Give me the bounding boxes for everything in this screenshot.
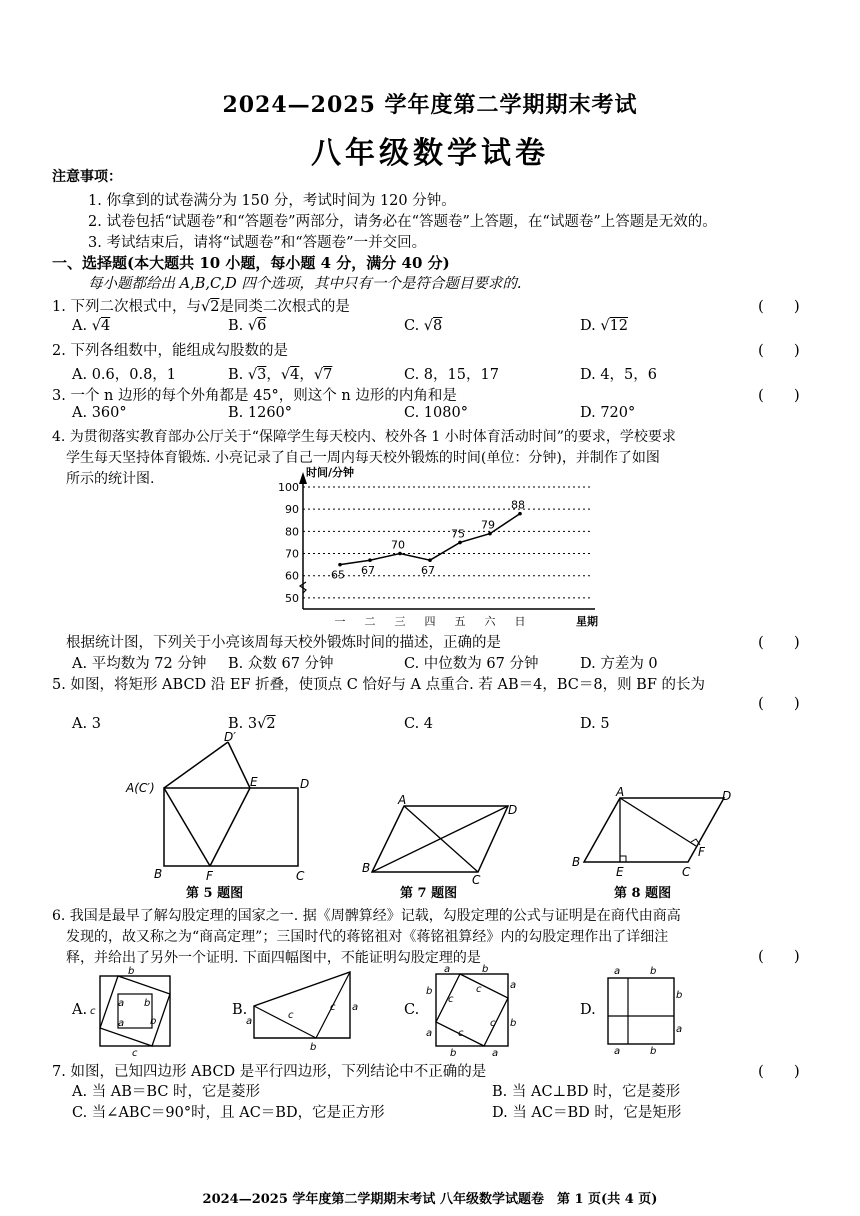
q6-figure-a: [88, 966, 178, 1059]
svg-text:c: c: [132, 1048, 138, 1059]
label: B: [362, 861, 371, 875]
fig8-caption: 第 8 题图: [614, 886, 672, 901]
q3-option-b: B. 1260°: [228, 405, 293, 421]
q2-option-b: B. √3，√4，√7: [228, 367, 333, 383]
label: E: [616, 865, 624, 879]
q1-option-c: C. √8: [404, 318, 443, 334]
x-tick-label: 五: [454, 615, 466, 628]
data-point: [458, 541, 462, 545]
svg-text:a: a: [246, 1016, 253, 1027]
q2-option-a: A. 0.6，0.8，1: [72, 367, 177, 383]
data-point: [518, 512, 522, 516]
y-tick-label: 70: [285, 547, 299, 561]
q4-option-b: B. 众数 67 分钟: [228, 656, 334, 672]
svg-text:c: c: [448, 994, 454, 1005]
page-footer: 2024—2025 学年度第二学期期末考试 八年级数学试题卷 第 1 页(共 4 页): [202, 1192, 658, 1207]
label: A: [398, 793, 407, 807]
q6-option-d-label: D.: [580, 1002, 596, 1018]
label: D: [508, 803, 518, 817]
y-tick-label: 60: [285, 569, 299, 583]
x-tick-label: 日: [514, 615, 526, 628]
svg-text:b: b: [482, 964, 489, 975]
figure-8: [560, 780, 740, 890]
q6-option-b-label: B.: [232, 1002, 248, 1018]
fig5-caption: 第 5 题图: [186, 886, 244, 901]
svg-text:c: c: [476, 984, 482, 995]
q5-stem: 5. 如图，将矩形 ABCD 沿 EF 折叠，使顶点 C 恰好与 A 点重合. 若 AB＝4，BC＝8，则 BF 的长为: [52, 677, 705, 693]
q6-figure-b: [246, 966, 366, 1054]
svg-text:a: a: [118, 1018, 125, 1029]
altitude-af: [620, 798, 696, 846]
q4-question: 根据统计图，下列关于小亮该周每天校外锻炼时间的描述，正确的是: [66, 635, 501, 651]
chart-points: [331, 499, 525, 582]
note-item: 2. 试卷包括“试题卷”和“答题卷”两部分，请务必在“答题卷”上答题，在“试题卷”上答题是无效的。: [88, 214, 717, 230]
x-tick-label: 六: [484, 615, 496, 628]
svg-text:a: a: [118, 998, 125, 1009]
svg-text:a: a: [614, 1046, 621, 1057]
exam-subtitle: 八年级数学试卷: [311, 136, 549, 171]
svg-text:b: b: [650, 1046, 657, 1057]
q4-option-a: A. 平均数为 72 分钟: [72, 656, 207, 672]
fig7-caption: 第 7 题图: [400, 886, 458, 901]
line-chart: [270, 462, 610, 637]
chart-grid: [303, 487, 590, 598]
data-point: [338, 563, 342, 567]
label: B: [154, 867, 163, 881]
label: D′: [224, 730, 236, 744]
x-tick-label: 二: [364, 615, 376, 628]
fold-line-ef: [210, 788, 250, 866]
q4-stem-line: 学生每天坚持体育锻炼. 小亮记录了自己一周内每天校外锻炼的时间(单位：分钟)，并制作了如图: [66, 450, 660, 466]
notes-heading: 注意事项：: [52, 169, 122, 185]
q4-option-d: D. 方差为 0: [580, 656, 658, 672]
data-label: 79: [481, 518, 495, 532]
y-tick-label: 90: [285, 503, 299, 517]
x-tick-label: 一: [334, 615, 346, 628]
label: A: [616, 785, 625, 799]
svg-text:b: b: [676, 990, 683, 1001]
figure-7: [360, 790, 530, 890]
y-axis-label: 时间/分钟: [306, 466, 355, 479]
svg-text:a: a: [352, 1002, 359, 1013]
label: D: [300, 777, 310, 791]
q4-stem-line: 所示的统计图.: [66, 471, 155, 487]
svg-text:a: a: [492, 1048, 499, 1059]
label: F: [698, 845, 705, 859]
svg-text:a: a: [444, 964, 451, 975]
label: C: [472, 873, 481, 887]
q3-option-a: A. 360°: [72, 405, 127, 421]
svg-text:c: c: [330, 1002, 336, 1013]
q5-option-a: A. 3: [72, 716, 101, 732]
svg-text:c: c: [90, 1006, 96, 1017]
y-tick-label: 50: [285, 591, 299, 605]
data-label: 88: [511, 498, 525, 512]
data-label: 67: [361, 564, 375, 578]
q3-stem: 3. 一个 n 边形的每个外角都是 45°，则这个 n 边形的内角和是: [52, 388, 457, 404]
q6-stem-line: 发现的，故又称之为“商高定理”；三国时代的蒋铭祖对《蒋铭祖算经》内的勾股定理作出了详细注: [66, 929, 669, 945]
answer-paren: ( ): [758, 386, 800, 404]
y-tick-label: 80: [285, 525, 299, 539]
svg-text:b: b: [510, 1018, 517, 1029]
q2-option-d: D. 4，5，6: [580, 367, 658, 383]
svg-text:b: b: [650, 966, 657, 977]
right-angle-mark: [620, 856, 626, 862]
svg-text:a: a: [510, 980, 517, 991]
label: D: [722, 789, 732, 803]
diagonal-bd: [372, 806, 508, 872]
label: F: [206, 869, 213, 883]
q6-option-c-label: C.: [404, 1002, 420, 1018]
data-point: [398, 552, 402, 556]
q7-option-b: B. 当 AC⊥BD 时，它是菱形: [492, 1084, 681, 1100]
svg-text:c: c: [490, 1018, 496, 1029]
data-label: 65: [331, 568, 345, 582]
data-label: 67: [421, 564, 435, 578]
q1-option-a: A. √4: [72, 318, 111, 334]
data-point: [488, 532, 492, 536]
note-item: 1. 你拿到的试卷满分为 150 分，考试时间为 120 分钟。: [88, 193, 456, 209]
segment-af: [164, 788, 210, 866]
q4-stem-line: 4. 为贯彻落实教育部办公厅关于“保障学生每天校内、校外各 1 小时体育活动时间”的要求，学校要求: [52, 429, 676, 445]
q6-stem-line: 释，并给出了另外一个证明. 下面四幅图中，不能证明勾股定理的是: [66, 950, 481, 966]
q3-option-d: D. 720°: [580, 405, 636, 421]
q6-stem-line: 6. 我国是最早了解勾股定理的国家之一. 据《周髀算经》记载，勾股定理的公式与证明是在商代由商高: [52, 908, 681, 924]
fold-edge: [228, 742, 250, 788]
fold-edge: [164, 742, 228, 788]
svg-text:b: b: [450, 1048, 457, 1059]
exam-title: 2024—2025 学年度第二学期期末考试: [222, 92, 638, 118]
svg-text:b: b: [128, 966, 135, 977]
answer-paren: ( ): [758, 947, 800, 965]
q6-figure-d: [596, 964, 696, 1056]
q6-option-a-label: A.: [72, 1002, 88, 1018]
q7-option-a: A. 当 AB＝BC 时，它是菱形: [72, 1084, 261, 1100]
label: C: [296, 869, 305, 883]
data-point: [428, 558, 432, 562]
q7-option-d: D. 当 AC＝BD 时，它是矩形: [492, 1105, 682, 1121]
y-tick-label: 100: [278, 481, 299, 494]
data-label: 70: [391, 538, 405, 552]
q6-figure-c: [420, 964, 520, 1059]
q3-option-c: C. 1080°: [404, 405, 468, 421]
svg-text:b: b: [426, 986, 433, 997]
q4-option-c: C. 中位数为 67 分钟: [404, 656, 539, 672]
q1-option-b: B. √6: [228, 318, 267, 334]
rect-abcd: [164, 788, 298, 866]
x-tick-label: 四: [424, 615, 436, 628]
q1-stem: 1. 下列二次根式中，与√2是同类二次根式的是: [52, 299, 350, 315]
q7-option-c: C. 当∠ABC＝90°时，且 AC＝BD，它是正方形: [72, 1105, 385, 1121]
q5-option-d: D. 5: [580, 716, 610, 732]
svg-text:b: b: [144, 998, 151, 1009]
answer-paren: ( ): [758, 1062, 800, 1080]
label: B: [572, 855, 581, 869]
label: E: [250, 775, 258, 789]
q5-option-b: B. 3√2: [228, 716, 276, 732]
data-label: 75: [451, 527, 465, 541]
figure-5: [120, 732, 320, 902]
section-instruction: 每小题都给出 A,B,C,D 四个选项，其中只有一个是符合题目要求的.: [88, 276, 522, 292]
section-heading: 一、选择题(本大题共 10 小题，每小题 4 分，满分 40 分): [52, 254, 450, 272]
svg-text:c: c: [288, 1010, 294, 1021]
x-tick-label: 三: [394, 615, 406, 628]
answer-paren: ( ): [758, 297, 800, 315]
svg-text:a: a: [426, 1028, 433, 1039]
note-item: 3. 考试结束后，请将“试题卷”和“答题卷”一并交回。: [88, 235, 427, 251]
answer-paren: ( ): [758, 694, 800, 712]
q7-stem: 7. 如图，已知四边形 ABCD 是平行四边形，下列结论中不正确的是: [52, 1064, 487, 1080]
answer-paren: ( ): [758, 633, 800, 651]
svg-text:a: a: [614, 966, 621, 977]
label: C: [682, 865, 691, 879]
svg-text:c: c: [458, 1028, 464, 1039]
svg-text:b: b: [310, 1042, 317, 1053]
data-point: [368, 558, 372, 562]
svg-text:a: a: [676, 1024, 683, 1035]
answer-paren: ( ): [758, 341, 800, 359]
q2-stem: 2. 下列各组数中，能组成勾股数的是: [52, 343, 288, 359]
svg-text:b: b: [150, 1016, 157, 1027]
q1-option-d: D. √12: [580, 318, 629, 334]
q2-option-c: C. 8，15，17: [404, 367, 499, 383]
q5-option-c: C. 4: [404, 716, 434, 732]
x-axis-label: 星期: [576, 615, 598, 628]
label: A(C′): [126, 781, 155, 795]
